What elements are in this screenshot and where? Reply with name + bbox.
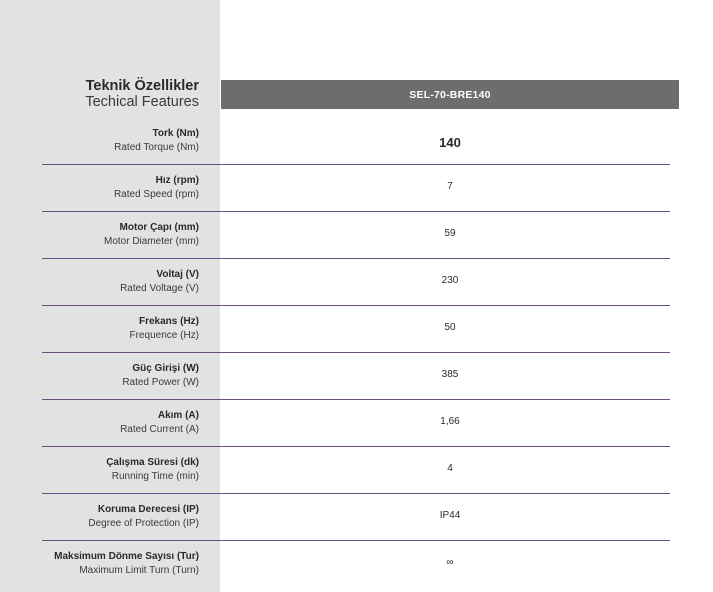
model-name: SEL-70-BRE140 [409, 88, 491, 101]
spec-label [0, 456, 199, 484]
spec-label-tr: Voltaj (V) [156, 269, 199, 280]
spec-row-torque [0, 118, 713, 165]
spec-value: IP44 [439, 510, 461, 521]
spec-value: 230 [441, 275, 459, 286]
spec-label-en: Rated Current (A) [120, 424, 199, 435]
spec-label-tr: Maksimum Dönme Sayısı (Tur) [54, 551, 199, 562]
spec-row-frequency [0, 306, 713, 353]
model-header [221, 80, 679, 109]
spec-label-tr: Hız (rpm) [155, 175, 199, 186]
spec-label-en: Maximum Limit Turn (Turn) [79, 565, 199, 576]
spec-label [0, 503, 199, 531]
spec-label-en: Frequence (Hz) [129, 330, 199, 341]
spec-row-running-time [0, 447, 713, 494]
spec-label-tr: Frekans (Hz) [138, 316, 199, 327]
spec-table [0, 118, 713, 588]
spec-value: 1,66 [440, 416, 460, 427]
spec-value: 59 [444, 228, 456, 239]
spec-label-en: Rated Speed (rpm) [113, 189, 199, 200]
spec-label [0, 550, 199, 578]
spec-label-en: Rated Power (W) [122, 377, 199, 388]
spec-label [0, 362, 199, 390]
spec-value: ∞ [446, 557, 454, 568]
spec-label [0, 409, 199, 437]
spec-label [0, 174, 199, 202]
spec-row-voltage [0, 259, 713, 306]
spec-row-speed [0, 165, 713, 212]
features-heading [0, 78, 199, 110]
spec-row-diameter [0, 212, 713, 259]
spec-label-tr: Motor Çapı (mm) [119, 222, 199, 233]
spec-label [0, 315, 199, 343]
spec-label-en: Degree of Protection (IP) [88, 518, 199, 529]
spec-value: 7 [447, 181, 453, 192]
features-heading-en: Techical Features [85, 94, 199, 110]
spec-label-en: Rated Voltage (V) [120, 283, 199, 294]
spec-label [0, 268, 199, 296]
spec-value: 140 [439, 135, 461, 150]
spec-row-current [0, 400, 713, 447]
spec-row-limit-turn [0, 541, 713, 588]
spec-row-protection [0, 494, 713, 541]
spec-label-en: Rated Torque (Nm) [114, 142, 199, 153]
spec-value: 4 [447, 463, 453, 474]
spec-row-power [0, 353, 713, 400]
spec-label-en: Motor Diameter (mm) [103, 236, 199, 247]
spec-label-tr: Tork (Nm) [152, 128, 199, 139]
spec-value: 385 [441, 369, 459, 380]
spec-label-tr: Güç Girişi (W) [132, 363, 199, 374]
spec-value: 50 [444, 322, 456, 333]
spec-label-en: Running Time (min) [111, 471, 199, 482]
spec-label-tr: Çalışma Süresi (dk) [106, 457, 199, 468]
spec-label [0, 221, 199, 249]
features-heading-tr: Teknik Özellikler [85, 78, 199, 94]
spec-label-tr: Akım (A) [157, 410, 199, 421]
spec-label-tr: Koruma Derecesi (IP) [97, 504, 199, 515]
spec-label [0, 127, 199, 155]
